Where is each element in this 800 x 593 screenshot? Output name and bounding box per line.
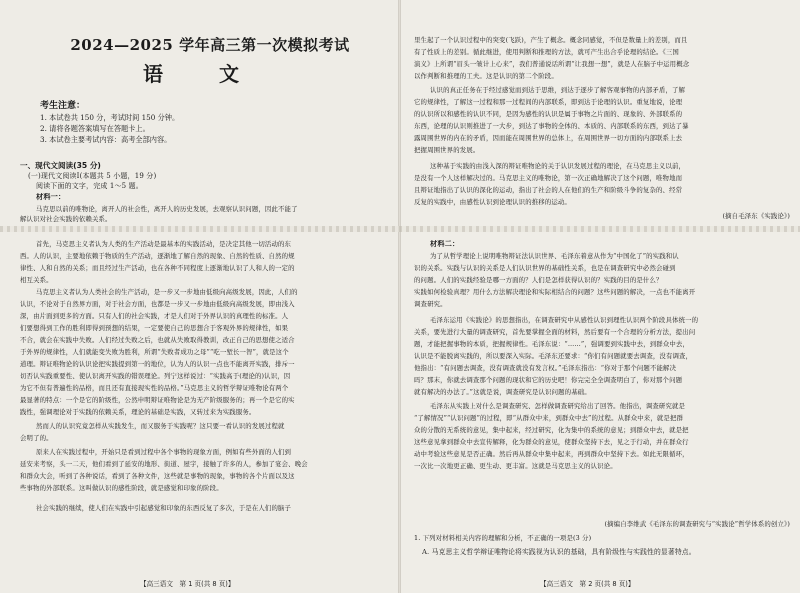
text-line: 动中考验这些意见是否正确。然后再从群众中集中起来，再到群众中坚持下去。如此无限循环， bbox=[414, 450, 689, 458]
text-line: 这种基于实践的由浅入深的辩证唯物论的关于认识发展过程的理论，在马克思主义以前， bbox=[430, 162, 686, 170]
text-line: 识的关系。实践与认识的关系是人们认识世界的基础性关系，也是在调查研究中必然会碰到 bbox=[414, 264, 676, 272]
exam-title: 2024—2025 学年高三第一次模拟考试 bbox=[70, 36, 350, 54]
text-line: 会明了的。 bbox=[20, 434, 53, 442]
text-line: 一次比一次地更正确、更生动、更丰富。这就是马克思主义的认识论。 bbox=[414, 462, 617, 470]
text-line: 和群众大会，听到了各种说话，看到了各种文件，这些就是事物的现象，事物的各个片面以及这 bbox=[20, 472, 295, 480]
text-line: 众的分散的无系统的意见，集中起来，经过研究，化为集中的系统的意见；到群众中去，就是把 bbox=[414, 426, 689, 434]
text-line: 有了性质上的差别。循此继进，使用判断和推理的方法，就可产生出合乎论理的结论。《三国 bbox=[414, 48, 679, 56]
question-1: 1. 下列对材料相关内容的理解和分析，不正确的一项是(3 分) bbox=[414, 534, 592, 542]
text-line: 认识，不论对于自然界方面，对于社会方面，也都是一步又一步地由低级向高级发展，即由浅入 bbox=[20, 300, 295, 308]
text-line: 毛泽东从实践上对什么是调查研究、怎样做调查研究给出了回答。他指出，调查研究就是 bbox=[430, 402, 686, 410]
text-line: 马克思主义者认为人类社会的生产活动，是一步又一步地由低级向高级发展，因此，人们的 bbox=[36, 288, 298, 296]
text-line: 些事物的外部联系。这叫做认识的感性阶段，就是感觉和印象的阶段。 bbox=[20, 484, 223, 492]
page-footer: 【高三语文 第 1 页(共 8 页)】 bbox=[140, 580, 235, 588]
text-line: 切否认实践重要性、使认识离开实践的错误理论。列宁这样说过：“实践高于(理论的)认识，因 bbox=[20, 372, 291, 380]
text-line: 深，由片面到更多的方面。只有人们的社会实践，才是人们对于外界认识的真理性的标准。人 bbox=[20, 312, 289, 320]
text-line: 践性，强调理论对于实践的依赖关系，理论的基础是实践，又转过来为实践服务。 bbox=[20, 408, 256, 416]
notice-item: 1. 本试卷共 150 分，考试时间 150 分钟。 bbox=[40, 113, 180, 122]
text-line: 们要想得到工作的胜利即得到预想的结果，一定要使自己的思想合于客观外界的规律性，如果 bbox=[20, 324, 289, 332]
subsection-heading: (一)现代文阅读Ⅰ(本题共 5 小题，19 分) bbox=[28, 172, 157, 180]
text-line: 以作判断和推理的工夫。这是认识的第二个阶段。 bbox=[414, 72, 558, 80]
source-citation: (摘自毛泽东《实践论》) bbox=[722, 212, 790, 220]
text-line: 原来人在实践过程中，开始只是看到过程中各个事物的现象方面，例如有些外面的人们到 bbox=[36, 448, 292, 456]
text-line: 反复的实践中，由感性认识到论理认识的推移的运动。 bbox=[414, 198, 571, 206]
text-line: 认识的真正任务在于经过感觉而到达于思维，到达于逐步了解客观事物的内部矛盾，了解 bbox=[430, 86, 686, 94]
page-gutter bbox=[398, 0, 401, 593]
text-line: 里生起了一个认识过程中的突变(飞跃)，产生了概念。概念同感觉，不但是数量上的差别，而且 bbox=[414, 36, 688, 44]
text-line: 首先，马克思主义者认为人类的生产活动是最基本的实践活动，是决定其他一切活动的东 bbox=[36, 240, 292, 248]
text-line: 的问题。人们的实践经验是哪一方面的？人们是怎样获得认识的？实践的目的是什么？ bbox=[414, 276, 663, 284]
page-right bbox=[400, 0, 800, 593]
text-line: 为它不但有普遍性的品格，而且还有直接现实性的品格。”马克思主义的哲学辩证唯物论有两个 bbox=[20, 384, 289, 392]
notice-item: 2. 请将各题答案填写在答题卡上。 bbox=[40, 124, 150, 133]
text-line: 它的规律性，了解这一过程和那一过程间的内部联系，即到达于论理的认识。重复地说，论理 bbox=[414, 98, 683, 106]
text-line: 马克思以前的唯物论，离开人的社会性，离开人的历史发展，去观察认识问题，因此不能了 bbox=[36, 205, 298, 213]
text-line: 吗？那末，你就去调查那个问题的现状和它的历史吧！你完完全全调查明白了，你对那个问题 bbox=[414, 376, 683, 384]
text-line: 的认识所以和感性的认识不同，是因为感性的认识是属于事物之片面的、现象的、外部联系的 bbox=[414, 110, 683, 118]
text-line: 认识是不能脱离实践的，所以要深入实际。毛泽东还要求：“你们有问题就要去调查，没有调查， bbox=[414, 352, 693, 360]
text-line: 延安来考察，头一二天，他们看到了延安的地形、街道、屋宇，接触了许多的人，参加了宴会、晚会 bbox=[20, 460, 308, 468]
text-line: 于外界的规律性，人们就能变失败为胜利，所谓“失败者成功之母”“吃一堑长一智”，就是这个 bbox=[20, 348, 289, 356]
text-line: 西。人的认识，主要地依赖于物质的生产活动，逐渐地了解自然的现象、自然的性质、自然的规 bbox=[20, 252, 295, 260]
section-heading: 一、现代文阅读(35 分) bbox=[20, 161, 101, 170]
text-line: 他指出：“有问题去调查，没有调查就没有发言权。”毛泽东指出：“你对于那个问题不能解决 bbox=[414, 364, 677, 372]
text-line: 且辩证地指出了认识的深化的运动，指出了社会的人在他们的生产和阶级斗争的复杂的、经常 bbox=[414, 186, 683, 194]
text-line: 道理。辩证唯物论的认识论把实践提到第一的地位，认为人的认识一点也不能离开实践，排斥一 bbox=[20, 360, 295, 368]
notice-item: 3. 本试卷主要考试内容：高考全部内容。 bbox=[40, 135, 172, 144]
text-line: 毛泽东运用《实践论》的思想指出，在调查研究中从感性认识到理性认识两个阶段具体统一的 bbox=[430, 316, 699, 324]
text-line: 然而人的认识究竟怎样从实践发生，而又服务于实践呢？这只要一看认识的发展过程就 bbox=[36, 422, 285, 430]
text-line: 解认识对社会实践的依赖关系。 bbox=[20, 215, 112, 223]
text-line: 不合，就会在实践中失败。人们经过失败之后，也就从失败取得教训，改正自己的思想使之适合 bbox=[20, 336, 295, 344]
text-line: 律性、人和自然的关系；而且经过生产活动，也在各种不同程度上逐渐地认识了人和人的一定的 bbox=[20, 264, 295, 272]
instruction: 阅读下面的文字，完成 1～5 题。 bbox=[36, 182, 143, 190]
notice-heading: 考生注意： bbox=[40, 101, 86, 111]
text-line: 为了从哲学理论上说明唯物辩证法认识世界、毛泽东着意从作为“中国化了”的实践和认 bbox=[430, 252, 679, 260]
text-line: 是没有一个人这样解决过的。马克思主义的唯物论，第一次正确地解决了这个问题，唯物地而 bbox=[414, 174, 683, 182]
text-line: 东西，论理的认识则推进了一大步，到达了事物的全体的、本质的、内部联系的东西，到达了暴 bbox=[414, 122, 689, 130]
question-1-option-a: A. 马克思主义哲学辩证唯物论将实践视为认识的基础，具有阶级性与实践性的显著特点。 bbox=[422, 548, 696, 556]
text-line: 演义》上所谓“眉头一皱计上心来”，我们普通说话所谓“让我想一想”，就是人在脑子中运用概念 bbox=[414, 60, 690, 68]
exam-subject: 语 文 bbox=[143, 62, 257, 86]
text-line: 题，才能把握事物的本质，把握规律性。毛泽东说：“……”，强调要到实践中去，到群众中去， bbox=[414, 340, 689, 348]
text-line: 这些意见拿到群众中去宣传解释，化为群众的意见，使群众坚持下去，见之于行动，并在群众行 bbox=[414, 438, 689, 446]
text-line: 就有解决的办法了。”这就是说，调查研究是认识问题的基础。 bbox=[414, 388, 591, 396]
material-2-label: 材料二： bbox=[430, 240, 460, 248]
fold-crease bbox=[0, 226, 800, 232]
text-line: “了解情况”“认识问题”的过程，即“从群众中来，到群众中去”的过程。从群众中来，就是把群 bbox=[414, 414, 684, 422]
source-citation: (摘编自李维武《毛泽东的调查研究与“实践论”哲学体系的创立》) bbox=[604, 520, 790, 528]
text-line: 关系，要先进行大量的调查研究，首先要掌握全面的材料，然后要有一个合理的分析方法，提出问 bbox=[414, 328, 696, 336]
text-line: 最显著的特点：一个是它的阶级性，公然申明辩证唯物论是为无产阶级服务的；再一个是它的实 bbox=[20, 396, 295, 404]
text-line: 实践如何检验真理？用什么方法解决理论和实际相结合的问题？这些问题的解决，一点也不能离开 bbox=[414, 288, 696, 296]
text-line: 相互关系。 bbox=[20, 276, 53, 284]
page-footer: 【高三语文 第 2 页(共 8 页)】 bbox=[540, 580, 635, 588]
text-line: 调查研究。 bbox=[414, 300, 447, 308]
text-line: 社会实践的继续，使人们在实践中引起感觉和印象的东西反复了多次，于是在人们的脑子 bbox=[36, 504, 292, 512]
material-1-label: 材料一： bbox=[36, 193, 66, 201]
text-line: 把握周围世界的发展。 bbox=[414, 146, 480, 154]
text-line: 露周围世界的内在的矛盾，因而能在周围世界的总体上，在周围世界一切方面的内部联系上去 bbox=[414, 134, 683, 142]
